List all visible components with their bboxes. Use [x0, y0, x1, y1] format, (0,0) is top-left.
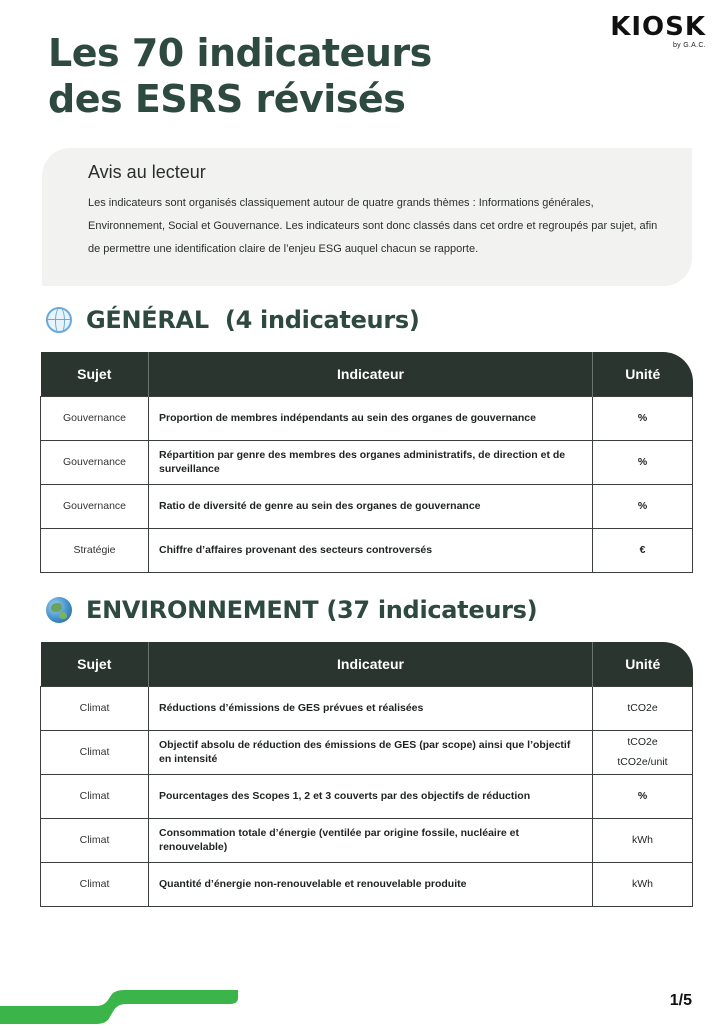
table-row	[41, 686, 693, 730]
table-row	[41, 774, 693, 818]
table-row	[41, 484, 693, 528]
page-title-line-1: Les 70 indicateurs	[48, 31, 432, 75]
section-environment-heading	[46, 596, 537, 624]
row-unit: %	[593, 484, 693, 528]
reader-notice-body: Les indicateurs sont organisés classiquement autour de quatre grands thèmes : Informations générales, Environnement, Social et Gouvernance. Les indicateurs sont donc classés dans cet ordre et regroupés par sujet, afin de permettre une identification claire de l’enjeu ESG auquel chacun se rapporte.	[88, 197, 658, 255]
brand-name: KIOSK	[610, 12, 706, 42]
table-row	[41, 862, 693, 906]
row-subject: Climat	[41, 774, 149, 818]
row-indicator: Chiffre d’affaires provenant des secteurs controversés	[149, 528, 593, 572]
page-title	[48, 30, 568, 122]
brand-tagline: by G.A.C.	[672, 42, 706, 49]
brand-logo	[610, 14, 706, 49]
row-indicator: Consommation totale d’énergie (ventilée par origine fossile, nucléaire et renouvelable)	[149, 818, 593, 862]
row-indicator: Réductions d’émissions de GES prévues et réalisées	[149, 686, 593, 730]
table-row	[41, 730, 693, 774]
row-subject: Climat	[41, 686, 149, 730]
row-unit: kWh	[593, 818, 693, 862]
reader-notice-heading: Avis au lecteur	[88, 162, 206, 182]
row-unit: %	[593, 440, 693, 484]
column-header-subject: Sujet	[41, 642, 149, 686]
row-unit: %	[593, 396, 693, 440]
row-unit: %	[593, 774, 693, 818]
row-unit: kWh	[593, 862, 693, 906]
reader-notice	[42, 148, 692, 286]
row-subject: Gouvernance	[41, 396, 149, 440]
row-unit: tCO2e	[593, 686, 693, 730]
table-row	[41, 440, 693, 484]
section-environment-title: ENVIRONNEMENT (37 indicateurs)	[86, 596, 538, 624]
column-header-unit: Unité	[593, 352, 693, 396]
row-subject: Climat	[41, 862, 149, 906]
row-subject: Stratégie	[41, 528, 149, 572]
row-indicator: Ratio de diversité de genre au sein des organes de gouvernance	[149, 484, 593, 528]
row-indicator: Quantité d’énergie non-renouvelable et renouvelable produite	[149, 862, 593, 906]
section-general-title: GÉNÉRAL (4 indicateurs)	[86, 306, 420, 334]
row-subject: Climat	[41, 730, 149, 774]
row-subject: Gouvernance	[41, 440, 149, 484]
column-header-indicator: Indicateur	[149, 352, 593, 396]
row-unit-secondary: tCO2e/unit	[617, 756, 668, 768]
row-indicator: Proportion de membres indépendants au sein des organes de gouvernance	[149, 396, 593, 440]
table-row	[41, 818, 693, 862]
row-indicator: Pourcentages des Scopes 1, 2 et 3 couverts par des objectifs de réduction	[149, 774, 593, 818]
footer-accent-shape	[0, 990, 238, 1024]
earth-globe-icon	[46, 597, 72, 623]
environment-indicators-table	[40, 642, 693, 907]
column-header-indicator: Indicateur	[149, 642, 593, 686]
page-number: 1/5	[669, 992, 692, 1009]
table-row	[41, 396, 693, 440]
table-header-row	[41, 352, 693, 396]
globe-wireframe-icon	[46, 307, 72, 333]
row-indicator: Objectif absolu de réduction des émissions de GES (par scope) ainsi que l’objectif en intensité	[149, 730, 593, 774]
general-indicators-table	[40, 352, 693, 573]
row-unit-multi	[593, 730, 693, 774]
column-header-subject: Sujet	[41, 352, 149, 396]
footer-accent-bar	[0, 990, 238, 1030]
row-subject: Climat	[41, 818, 149, 862]
section-general-heading	[46, 306, 420, 334]
page-title-line-2: des ESRS révisés	[48, 77, 406, 121]
table-header-row	[41, 642, 693, 686]
row-unit: €	[593, 528, 693, 572]
row-unit: tCO2e	[627, 736, 658, 748]
row-subject: Gouvernance	[41, 484, 149, 528]
table-row	[41, 528, 693, 572]
column-header-unit: Unité	[593, 642, 693, 686]
row-indicator: Répartition par genre des membres des organes administratifs, de direction et de surveillance	[149, 440, 593, 484]
